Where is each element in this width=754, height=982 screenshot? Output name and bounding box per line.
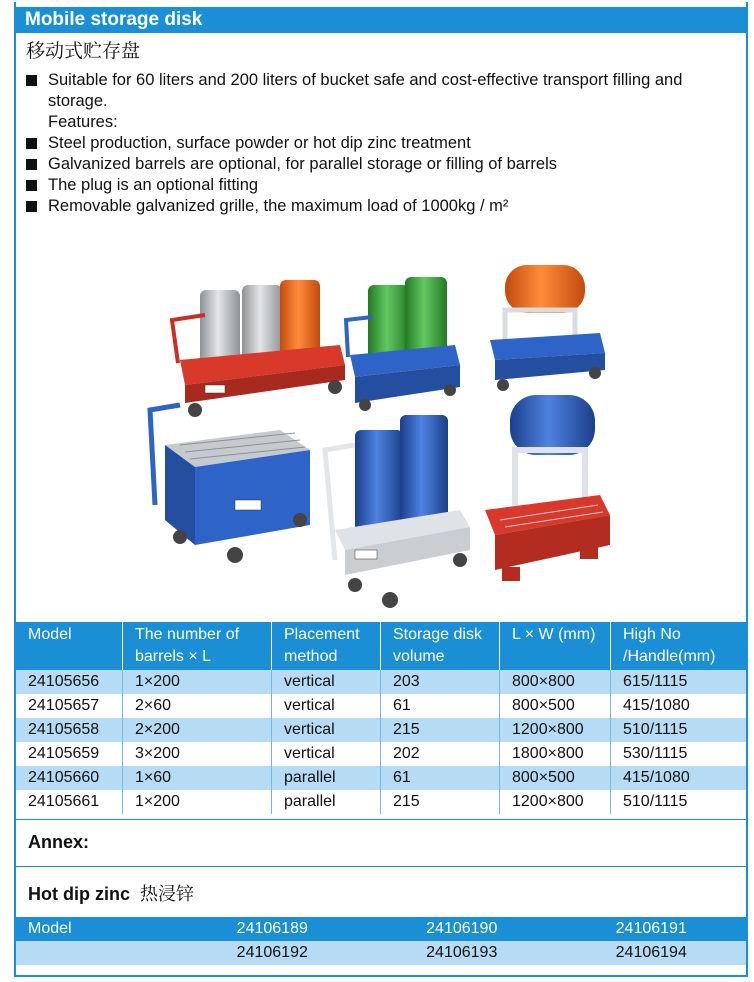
col-dimensions: L × W (mm) bbox=[500, 622, 611, 670]
table-row: 24105659 3×200 vertical 202 1800×800 530/1115 bbox=[16, 742, 746, 766]
table-row: 24105660 1×60 parallel 61 800×500 415/1080 bbox=[16, 766, 746, 790]
table-header-row bbox=[16, 622, 746, 670]
annex-heading: Annex: bbox=[28, 832, 90, 852]
page-subtitle-cn: 移动式贮存盘 bbox=[26, 40, 141, 62]
bullet-square-icon bbox=[26, 180, 37, 191]
col-barrels: The number of barrels × L bbox=[123, 622, 272, 670]
accessory-table bbox=[16, 917, 746, 965]
bullet-square-icon bbox=[26, 159, 37, 170]
col-volume: Storage disk volume bbox=[381, 622, 500, 670]
list-item-intro: Suitable for 60 liters and 200 liters of bucket safe and cost-effective transport filling and storage. bbox=[26, 70, 741, 112]
table-row: 24106192 24106193 24106194 bbox=[16, 941, 746, 965]
feature-list bbox=[26, 70, 741, 217]
features-label: Features: bbox=[48, 113, 118, 131]
col-placement: Placement method bbox=[272, 622, 381, 670]
table-row: Model 24106189 24106190 24106191 bbox=[16, 917, 746, 941]
blue-trolley-orange-barrel bbox=[490, 265, 605, 391]
red-tray-blue-barrel-stand bbox=[485, 395, 610, 581]
bullet-square-icon bbox=[26, 138, 37, 149]
table-row: 24105661 1×200 parallel 215 1200×800 510/1115 bbox=[16, 790, 746, 814]
table-row: 24105656 1×200 vertical 203 800×800 615/1115 bbox=[16, 670, 746, 694]
red-trolley-three-barrels bbox=[172, 280, 345, 417]
product-photo bbox=[110, 245, 640, 620]
list-item: The plug is an optional fitting bbox=[26, 175, 741, 196]
white-trolley-blue-barrels bbox=[325, 415, 470, 608]
list-item: Removable galvanized grille, the maximum load of 1000kg / m² bbox=[26, 196, 741, 217]
table-row: 24105658 2×200 vertical 215 1200×800 510/1115 bbox=[16, 718, 746, 742]
bullet-square-icon bbox=[26, 201, 37, 212]
list-item: Steel production, surface powder or hot dip zinc treatment bbox=[26, 133, 741, 154]
bullet-square-icon bbox=[26, 75, 37, 86]
spec-table bbox=[16, 622, 746, 814]
blue-trolley-green-barrels bbox=[346, 277, 460, 411]
hot-dip-heading: Hot dip zinc 热浸锌 bbox=[28, 884, 194, 905]
table-row: 24105657 2×60 vertical 61 800×500 415/1080 bbox=[16, 694, 746, 718]
divider bbox=[16, 866, 746, 867]
col-model: Model bbox=[16, 622, 123, 670]
blue-trolley-with-grille bbox=[150, 405, 310, 563]
list-item: Galvanized barrels are optional, for parallel storage or filling of barrels bbox=[26, 154, 741, 175]
divider bbox=[16, 819, 746, 820]
model-label: Model bbox=[16, 917, 178, 941]
col-height: High No /Handle(mm) bbox=[611, 622, 747, 670]
page-title: Mobile storage disk bbox=[16, 7, 746, 33]
